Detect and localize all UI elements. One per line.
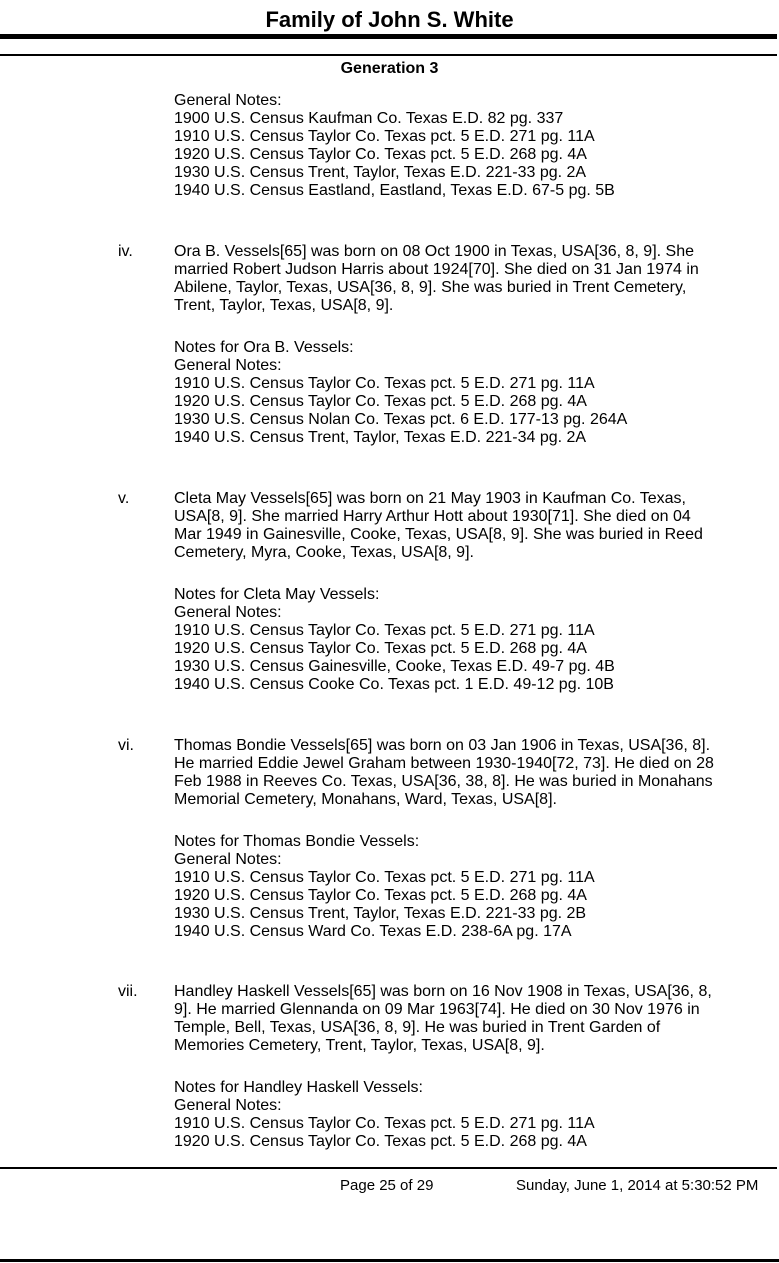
page-number: Page 25 of 29 bbox=[340, 1177, 434, 1194]
note-line: 1920 U.S. Census Taylor Co. Texas pct. 5 E.D. 268 pg. 4A bbox=[174, 640, 587, 657]
print-date: Sunday, June 1, 2014 at 5:30:52 PM bbox=[516, 1177, 759, 1194]
note-line: 1940 U.S. Census Ward Co. Texas E.D. 238-6A pg. 17A bbox=[174, 923, 572, 940]
entry-bio bbox=[174, 243, 774, 315]
generation-heading: Generation 3 bbox=[340, 60, 439, 77]
note-line: 1910 U.S. Census Taylor Co. Texas pct. 5 E.D. 271 pg. 11A bbox=[174, 622, 595, 639]
bio-line: Feb 1988 in Reeves Co. Texas, USA[36, 38, 8]. He was buried in Monahans bbox=[174, 773, 713, 790]
note-line: Notes for Thomas Bondie Vessels: bbox=[174, 833, 420, 850]
bio-line: 9]. He married Glennanda on 09 Mar 1963[74]. He died on 30 Nov 1976 in bbox=[174, 1001, 700, 1018]
header-rule-thick bbox=[0, 34, 777, 39]
note-line: Notes for Cleta May Vessels: bbox=[174, 586, 380, 603]
entry-bio bbox=[174, 490, 774, 562]
note-line: 1940 U.S. Census Cooke Co. Texas pct. 1 E.D. 49-12 pg. 10B bbox=[174, 676, 614, 693]
note-line: General Notes: bbox=[174, 1097, 282, 1114]
note-line: 1940 U.S. Census Eastland, Eastland, Texas E.D. 67-5 pg. 5B bbox=[174, 182, 615, 199]
bottom-rule bbox=[0, 1259, 779, 1262]
bio-line: USA[8, 9]. She married Harry Arthur Hott about 1930[71]. She died on 04 bbox=[174, 508, 691, 525]
bio-line: Cleta May Vessels[65] was born on 21 May 1903 in Kaufman Co. Texas, bbox=[174, 490, 686, 507]
entry-notes bbox=[174, 339, 774, 447]
bio-line: Handley Haskell Vessels[65] was born on 16 Nov 1908 in Texas, USA[36, 8, bbox=[174, 983, 712, 1000]
page-title: Family of John S. White bbox=[265, 7, 514, 32]
note-line: 1920 U.S. Census Taylor Co. Texas pct. 5 E.D. 268 pg. 4A bbox=[174, 1133, 587, 1150]
bio-line: Trent, Taylor, Texas, USA[8, 9]. bbox=[174, 297, 394, 314]
note-line: 1930 U.S. Census Trent, Taylor, Texas E.D. 221-33 pg. 2A bbox=[174, 164, 587, 181]
note-line: 1930 U.S. Census Gainesville, Cooke, Texas E.D. 49-7 pg. 4B bbox=[174, 658, 615, 675]
note-line: General Notes: bbox=[174, 92, 282, 109]
note-line: 1910 U.S. Census Taylor Co. Texas pct. 5 E.D. 271 pg. 11A bbox=[174, 128, 595, 145]
top-notes bbox=[174, 92, 774, 200]
entry-number: vi. bbox=[118, 737, 134, 754]
note-line: 1940 U.S. Census Trent, Taylor, Texas E.D. 221-34 pg. 2A bbox=[174, 429, 587, 446]
bio-line: Mar 1949 in Gainesville, Cooke, Texas, USA[8, 9]. She was buried in Reed bbox=[174, 526, 703, 543]
entry-number: vii. bbox=[118, 983, 138, 1000]
note-line: 1920 U.S. Census Taylor Co. Texas pct. 5 E.D. 268 pg. 4A bbox=[174, 146, 587, 163]
note-line: 1920 U.S. Census Taylor Co. Texas pct. 5 E.D. 268 pg. 4A bbox=[174, 887, 587, 904]
bio-line: He married Eddie Jewel Graham between 1930-1940[72, 73]. He died on 28 bbox=[174, 755, 714, 772]
footer-rule bbox=[0, 1167, 777, 1169]
note-line: 1910 U.S. Census Taylor Co. Texas pct. 5 E.D. 271 pg. 11A bbox=[174, 375, 595, 392]
bio-line: Ora B. Vessels[65] was born on 08 Oct 1900 in Texas, USA[36, 8, 9]. She bbox=[174, 243, 694, 260]
entry-number: iv. bbox=[118, 243, 133, 260]
bio-line: Abilene, Taylor, Texas, USA[36, 8, 9]. She was buried in Trent Cemetery, bbox=[174, 279, 687, 296]
entry-number: v. bbox=[118, 490, 130, 507]
bio-line: married Robert Judson Harris about 1924[70]. She died on 31 Jan 1974 in bbox=[174, 261, 699, 278]
bio-line: Thomas Bondie Vessels[65] was born on 03 Jan 1906 in Texas, USA[36, 8]. bbox=[174, 737, 711, 754]
header-rule-thin bbox=[0, 54, 777, 56]
note-line: 1910 U.S. Census Taylor Co. Texas pct. 5 E.D. 271 pg. 11A bbox=[174, 869, 595, 886]
note-line: 1910 U.S. Census Taylor Co. Texas pct. 5 E.D. 271 pg. 11A bbox=[174, 1115, 595, 1132]
note-line: General Notes: bbox=[174, 851, 282, 868]
note-line: Notes for Ora B. Vessels: bbox=[174, 339, 354, 356]
note-line: 1930 U.S. Census Trent, Taylor, Texas E.D. 221-33 pg. 2B bbox=[174, 905, 587, 922]
bio-line: Memories Cemetery, Trent, Taylor, Texas, USA[8, 9]. bbox=[174, 1037, 545, 1054]
note-line: 1920 U.S. Census Taylor Co. Texas pct. 5 E.D. 268 pg. 4A bbox=[174, 393, 587, 410]
note-line: 1900 U.S. Census Kaufman Co. Texas E.D. 82 pg. 337 bbox=[174, 110, 564, 127]
note-line: General Notes: bbox=[174, 604, 282, 621]
note-line: 1930 U.S. Census Nolan Co. Texas pct. 6 E.D. 177-13 pg. 264A bbox=[174, 411, 628, 428]
note-line: Notes for Handley Haskell Vessels: bbox=[174, 1079, 423, 1096]
bio-line: Cemetery, Myra, Cooke, Texas, USA[8, 9]. bbox=[174, 544, 474, 561]
entry-bio bbox=[174, 737, 774, 809]
note-line: General Notes: bbox=[174, 357, 282, 374]
entry-notes bbox=[174, 1079, 774, 1151]
bio-line: Temple, Bell, Texas, USA[36, 8, 9]. He was buried in Trent Garden of bbox=[174, 1019, 661, 1036]
bio-line: Memorial Cemetery, Monahans, Ward, Texas, USA[8]. bbox=[174, 791, 557, 808]
entry-notes bbox=[174, 833, 774, 941]
entry-bio bbox=[174, 983, 774, 1055]
entry-notes bbox=[174, 586, 774, 694]
